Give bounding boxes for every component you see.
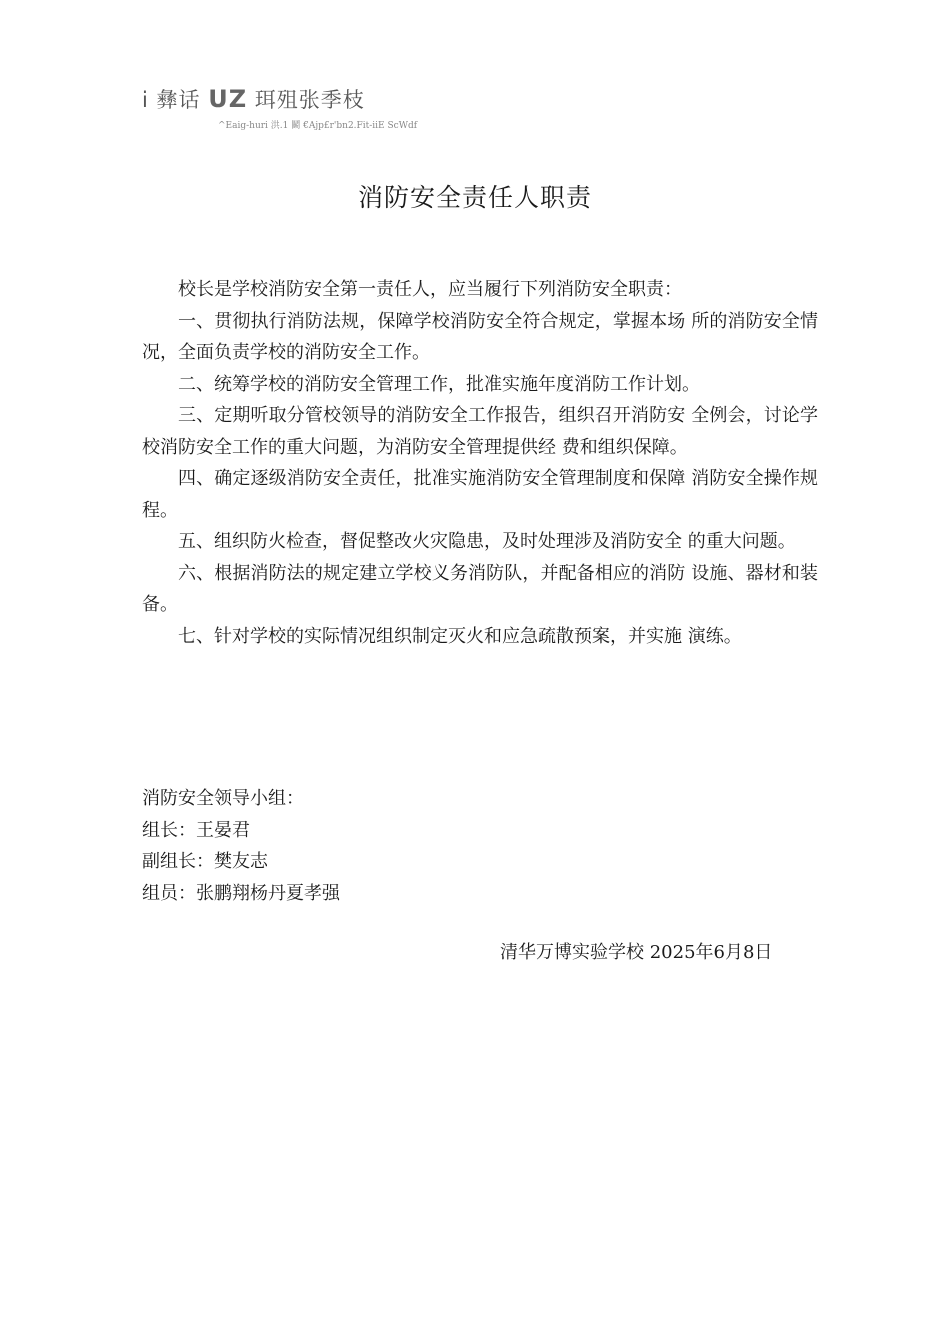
group-deputy: 副组长：樊友志 [142, 851, 268, 872]
logo-mark: UZ [208, 85, 248, 113]
leadership-group [142, 783, 340, 909]
paragraph-item-1: 一、贯彻执行消防法规，保障学校消防安全符合规定，掌握本场 所的消防安全情况，全面负责学校的消防安全工作。 [142, 310, 818, 363]
paragraph-item-4: 四、确定逐级消防安全责任，批准实施消防安全管理制度和保障 消防安全操作规程。 [142, 468, 818, 521]
logo-subtitle: ^Eaig-huri 洪.1 鬭 €Ajp£r'bn2.Fit-iiE ScWdf [218, 121, 418, 131]
group-heading: 消防安全领导小组： [142, 788, 304, 809]
paragraph-item-3: 三、定期听取分管校领导的消防安全工作报告，组织召开消防安 全例会，讨论学校消防安全工作的重大问题，为消防安全管理提供经 费和组织保障。 [142, 405, 818, 458]
group-leader: 组长：王晏君 [142, 819, 250, 841]
signature-date: 清华万博实验学校 2025年6月8日 [500, 942, 773, 963]
school-logo [142, 84, 365, 114]
paragraph-intro: 校长是学校消防安全第一责任人，应当履行下列消防安全职责： [178, 279, 682, 300]
paragraph-item-5: 五、组织防火检查，督促整改火灾隐患，及时处理涉及消防安全 的重大问题。 [178, 531, 796, 552]
document-title: 消防安全责任人职责 [357, 183, 592, 212]
paragraph-item-7: 七、针对学校的实际情况组织制定灭火和应急疏散预案，并实施 演练。 [178, 625, 742, 647]
document-body [142, 274, 818, 652]
group-members: 组员：张鹏翔杨丹夏孝强 [142, 882, 340, 904]
logo-prefix: i 彝话 [142, 88, 201, 112]
paragraph-item-2: 二、统筹学校的消防安全管理工作，批准实施年度消防工作计划。 [178, 373, 700, 395]
paragraph-item-6: 六、根据消防法的规定建立学校义务消防队，并配备相应的消防 设施、器材和装备。 [142, 562, 818, 615]
logo-suffix: 珥殂张季枝 [254, 88, 365, 112]
